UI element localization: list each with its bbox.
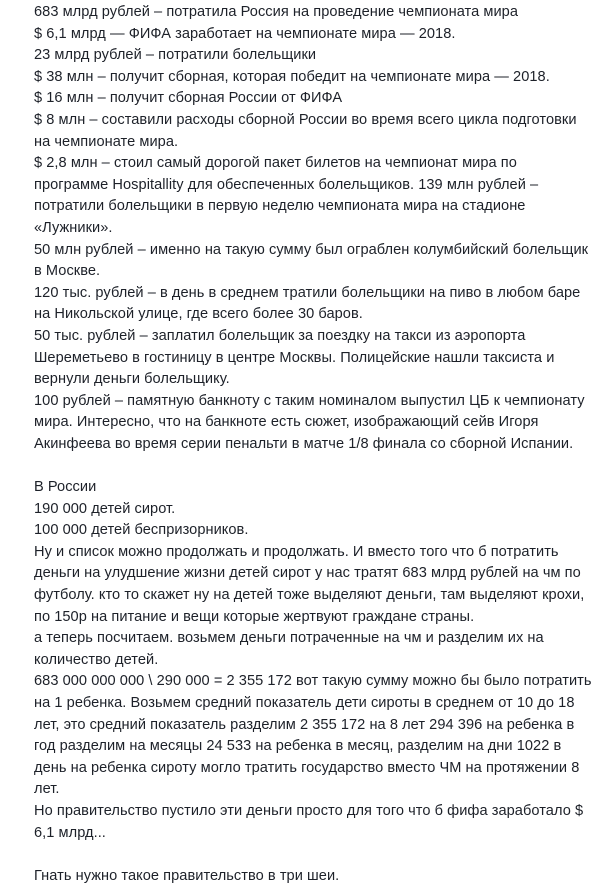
- paragraph: В России: [34, 479, 97, 496]
- paragraph: 683 000 000 000 \ 290 000 = 2 355 172 вот такую сумму можно бы было потратить на 1 ребенка. Возьмем средний показатель дети сироты в среднем от 10 до 18 лет, это средний показатель разделим 2 355 172 на 8 лет 294 396 на ребенка в год разделим на месяцы 24 533 на ребенка в месяц, разделим на дни 1022 в день на ребенка сироту могло тратить государство вместо ЧМ на протяжении 8 лет.: [34, 673, 592, 798]
- paragraph: 50 млн рублей – именно на такую сумму был ограблен колумбийский болельщик в Москве.: [34, 241, 589, 280]
- post-text: [34, 2, 594, 887]
- paragraph: а теперь посчитаем. возьмем деньги потраченные на чм и разделим их на количество детей.: [34, 630, 544, 668]
- paragraph: Но правительство пустило эти деньги просто для того что б фифа заработало $ 6,1 млрд...: [34, 802, 584, 841]
- paragraph: $ 38 млн – получит сборная, которая победит на чемпионате мира — 2018.: [34, 68, 550, 85]
- blank-line: [34, 844, 594, 866]
- paragraph: 120 тыс. рублей – в день в среднем тратили болельщики на пиво в любом баре на Никольской улице, где всего более 30 баров.: [34, 284, 581, 323]
- paragraph: $ 2,8 млн – стоил самый дорогой пакет билетов на чемпионат мира по программе Hospitallity для обеспеченных болельщиков. 139 млн рублей – потратили болельщики в первую неделю чемпионата мира на стадионе «Лужники».: [34, 155, 539, 236]
- paragraph: Ну и список можно продолжать и продолжать. И вместо того что б потратить деньги на улудшение жизни детей сирот у нас тратят 683 млрд рублей на чм по футболу. кто то скажет ну на детей тоже выделяют деньги, там выделяют крохи, по 150р на питание и вещи которые жертвуют граждане страны.: [34, 543, 585, 625]
- paragraph: $ 16 млн – получит сборная России от ФИФА: [34, 90, 343, 107]
- paragraph: 23 млрд рублей – потратили болельщики: [34, 47, 317, 64]
- paragraph: 50 тыс. рублей – заплатил болельщик за поездку на такси из аэропорта Шереметьево в гостиницу в центре Москвы. Полицейские нашли таксиста и вернули деньги болельщику.: [34, 327, 555, 388]
- paragraph: 683 млрд рублей – потратила Россия на проведение чемпионата мира: [34, 4, 519, 20]
- paragraph: $ 6,1 млрд — ФИФА заработает на чемпионате мира — 2018.: [34, 25, 456, 42]
- paragraph: 190 000 детей сирот.: [34, 500, 176, 517]
- paragraph: $ 8 млн – составили расходы сборной России во время всего цикла подготовки на чемпионате мира.: [34, 111, 577, 150]
- blank-line: [34, 455, 594, 477]
- paragraph: 100 рублей – памятную банкноту с таким номиналом выпустил ЦБ к чемпионату мира. Интересно, что на банкноте есть сюжет, изображающий сейв Игоря Акинфеева во время серии пенальти в матче 1/8 финала со сборной Испании.: [34, 392, 585, 452]
- paragraph: Гнать нужно такое правительство в три шеи.: [34, 867, 340, 884]
- paragraph: 100 000 детей беспризорников.: [34, 522, 249, 539]
